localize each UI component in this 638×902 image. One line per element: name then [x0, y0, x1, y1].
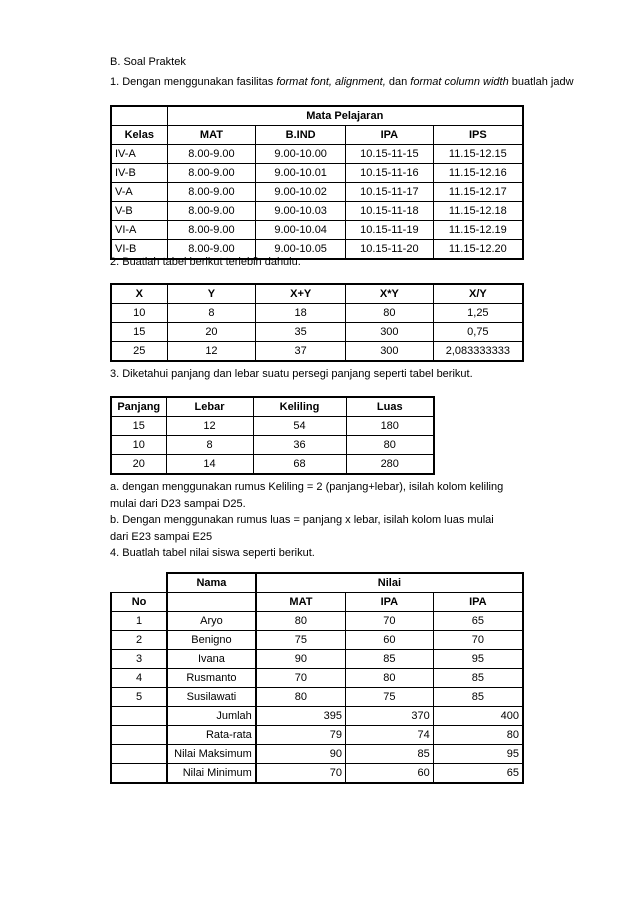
xy-table: [110, 283, 524, 362]
table-cell: 80: [346, 304, 434, 323]
table-cell: 8.00-9.00: [167, 183, 256, 202]
table-cell: 9.00-10.03: [256, 202, 346, 221]
table-row: [111, 669, 523, 688]
table-cell: 10.15-11-15: [346, 145, 434, 164]
table-cell: 95: [433, 650, 523, 669]
question-1-suffix: buatlah jadw: [508, 76, 574, 88]
column-header: MAT: [167, 126, 256, 145]
schedule-table: [110, 105, 524, 260]
column-header: X/Y: [433, 284, 523, 304]
table-row: [111, 202, 523, 221]
table-cell: 3: [111, 650, 167, 669]
question-3: 3. Diketahui panjang dan lebar suatu persegi panjang seperti tabel berikut.: [110, 368, 473, 380]
table-cell: 80: [256, 612, 346, 631]
table-cell: 60: [346, 631, 434, 650]
table-row: [111, 221, 523, 240]
table-cell: 9.00-10.00: [256, 145, 346, 164]
table-cell: IV-A: [111, 145, 167, 164]
table-cell: 1,25: [433, 304, 523, 323]
question-1-mid: dan: [385, 76, 411, 88]
table-cell: [111, 745, 167, 764]
summary-label: Nilai Maksimum: [167, 745, 256, 764]
table-cell: 9.00-10.04: [256, 221, 346, 240]
table-cell: 15: [111, 417, 166, 436]
table-cell: 20: [167, 323, 256, 342]
column-header: X+Y: [256, 284, 346, 304]
table-cell: 1: [111, 612, 167, 631]
table-cell: 36: [253, 436, 346, 455]
summary-row: [111, 726, 523, 745]
table-cell: 11.15-12.19: [433, 221, 523, 240]
question-2: 2. Buatlah tabel berikut terlebih dahulu.: [110, 256, 301, 268]
table-row: [111, 455, 434, 475]
table-cell: 8.00-9.00: [167, 240, 256, 260]
table-row: [111, 436, 434, 455]
table-row: [111, 650, 523, 669]
summary-row: [111, 707, 523, 726]
table-cell: 65: [433, 764, 523, 784]
table-cell: Ivana: [167, 650, 256, 669]
table-cell: 395: [256, 707, 346, 726]
summary-label: Nilai Minimum: [167, 764, 256, 784]
table-cell: 68: [253, 455, 346, 475]
table-cell: 280: [346, 455, 434, 475]
table-cell: 90: [256, 650, 346, 669]
question-1: [110, 76, 574, 88]
table-cell: [111, 726, 167, 745]
table-cell: 11.15-12.20: [433, 240, 523, 260]
table-cell: 10.15-11-17: [346, 183, 434, 202]
column-header: Lebar: [166, 397, 253, 417]
subject-header: IPA: [433, 593, 523, 612]
grades-table: [110, 572, 524, 784]
table-cell: 11.15-12.15: [433, 145, 523, 164]
table-cell: 11.15-12.16: [433, 164, 523, 183]
table-cell: 54: [253, 417, 346, 436]
column-header: Keliling: [253, 397, 346, 417]
table-cell: 10.15-11-16: [346, 164, 434, 183]
question-4: 4. Buatlah tabel nilai siswa seperti berikut.: [110, 547, 315, 559]
table-cell: 2: [111, 631, 167, 650]
table-cell: 0,75: [433, 323, 523, 342]
table-cell: V-B: [111, 202, 167, 221]
table-cell: 35: [256, 323, 346, 342]
summary-label: Rata-rata: [167, 726, 256, 745]
table-cell: 70: [433, 631, 523, 650]
table-cell: 8.00-9.00: [167, 145, 256, 164]
table-cell: 9.00-10.05: [256, 240, 346, 260]
table-cell: 11.15-12.18: [433, 202, 523, 221]
table-cell: 74: [346, 726, 434, 745]
table-cell: V-A: [111, 183, 167, 202]
table-cell: 10.15-11-19: [346, 221, 434, 240]
table-cell: 4: [111, 669, 167, 688]
table-cell: [111, 707, 167, 726]
table-cell: 10.15-11-18: [346, 202, 434, 221]
table-cell: 85: [346, 650, 434, 669]
table-cell: 10.15-11-20: [346, 240, 434, 260]
question-1-italic-2: format column width: [410, 76, 509, 88]
column-header: Y: [167, 284, 256, 304]
table-cell: 15: [111, 323, 167, 342]
table-cell: Susilawati: [167, 688, 256, 707]
table-cell: 180: [346, 417, 434, 436]
table-cell: 90: [256, 745, 346, 764]
table-cell: 11.15-12.17: [433, 183, 523, 202]
note-line: a. dengan menggunakan rumus Keliling = 2 (panjang+lebar), isilah kolom keliling: [110, 481, 504, 493]
table-row: [111, 145, 523, 164]
table-cell: 80: [433, 726, 523, 745]
table-cell: 70: [256, 669, 346, 688]
column-header: X: [111, 284, 167, 304]
table-cell: 12: [167, 342, 256, 362]
table-cell: 300: [346, 342, 434, 362]
summary-row: [111, 764, 523, 784]
column-header: Luas: [346, 397, 434, 417]
table-row: [111, 342, 523, 362]
summary-row: [111, 745, 523, 764]
column-header: IPS: [433, 126, 523, 145]
table-cell: 10: [111, 304, 167, 323]
table-row: [111, 688, 523, 707]
table-cell: 9.00-10.01: [256, 164, 346, 183]
nama-header-spacer: [167, 593, 256, 612]
column-header: IPA: [346, 126, 434, 145]
table-cell: 8: [166, 436, 253, 455]
column-header: Kelas: [111, 126, 167, 145]
table-cell: 70: [256, 764, 346, 784]
table-row: [111, 612, 523, 631]
column-header: X*Y: [346, 284, 434, 304]
table-cell: 20: [111, 455, 166, 475]
table-cell: Benigno: [167, 631, 256, 650]
table-row: [111, 323, 523, 342]
table-cell: 79: [256, 726, 346, 745]
table-cell: 8: [167, 304, 256, 323]
mata-pelajaran-header: Mata Pelajaran: [167, 106, 523, 126]
table-row: [111, 417, 434, 436]
kelas-header-spacer: [111, 106, 167, 126]
table-row: [111, 631, 523, 650]
table-cell: Aryo: [167, 612, 256, 631]
table-row: [111, 304, 523, 323]
table-cell: 25: [111, 342, 167, 362]
table-cell: 70: [346, 612, 434, 631]
table-cell: 37: [256, 342, 346, 362]
table-cell: 75: [346, 688, 434, 707]
table-cell: 8.00-9.00: [167, 202, 256, 221]
table-cell: 5: [111, 688, 167, 707]
table-row: [111, 164, 523, 183]
summary-label: Jumlah: [167, 707, 256, 726]
table-cell: 65: [433, 612, 523, 631]
table-cell: 80: [346, 669, 434, 688]
table-cell: 370: [346, 707, 434, 726]
no-header-spacer: [111, 573, 167, 593]
subject-header: IPA: [346, 593, 434, 612]
table-row: [111, 183, 523, 202]
table-cell: Rusmanto: [167, 669, 256, 688]
no-header: No: [111, 593, 167, 612]
note-line: mulai dari D23 sampai D25.: [110, 498, 246, 510]
table-cell: 9.00-10.02: [256, 183, 346, 202]
table-cell: 400: [433, 707, 523, 726]
table-cell: 18: [256, 304, 346, 323]
table-cell: VI-A: [111, 221, 167, 240]
table-cell: 10: [111, 436, 166, 455]
nama-header: Nama: [167, 573, 256, 593]
table-cell: 85: [433, 688, 523, 707]
table-cell: 300: [346, 323, 434, 342]
table-cell: 8.00-9.00: [167, 221, 256, 240]
note-line: dari E23 sampai E25: [110, 531, 213, 543]
table-cell: 95: [433, 745, 523, 764]
table-cell: 12: [166, 417, 253, 436]
table-cell: 85: [346, 745, 434, 764]
table-cell: 80: [346, 436, 434, 455]
table-cell: 60: [346, 764, 434, 784]
table-cell: 85: [433, 669, 523, 688]
column-header: Panjang: [111, 397, 166, 417]
table-cell: IV-B: [111, 164, 167, 183]
question-1-prefix: 1. Dengan menggunakan fasilitas: [110, 76, 277, 88]
table-cell: 14: [166, 455, 253, 475]
question-1-italic-1: format font, alignment,: [276, 76, 386, 88]
subject-header: MAT: [256, 593, 346, 612]
table-cell: 8.00-9.00: [167, 164, 256, 183]
note-line: b. Dengan menggunakan rumus luas = panjang x lebar, isilah kolom luas mulai: [110, 514, 494, 526]
column-header: B.IND: [256, 126, 346, 145]
table-cell: 2,083333333: [433, 342, 523, 362]
table-cell: 80: [256, 688, 346, 707]
table-cell: [111, 764, 167, 784]
section-heading: B. Soal Praktek: [110, 56, 186, 68]
table-cell: 75: [256, 631, 346, 650]
table-cell: VI-B: [111, 240, 167, 260]
nilai-header: Nilai: [256, 573, 523, 593]
rectangle-table: [110, 396, 435, 475]
